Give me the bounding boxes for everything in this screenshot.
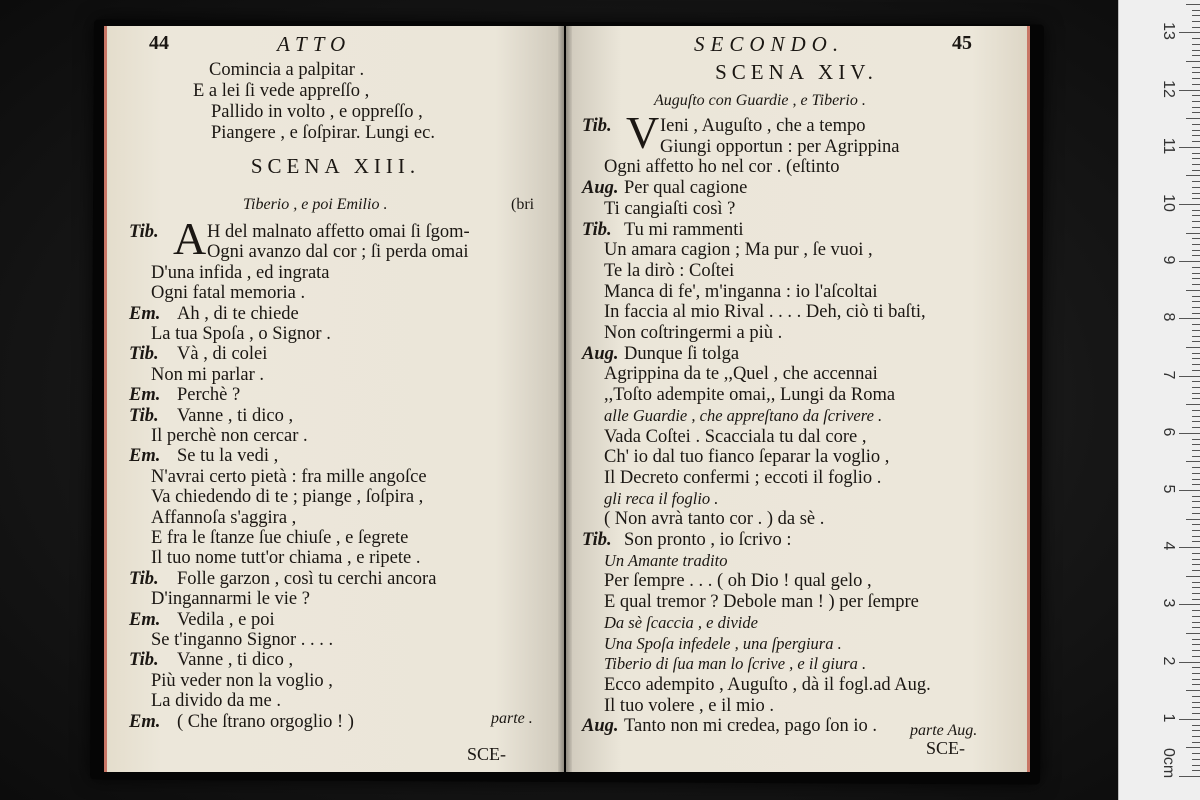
ruler-tick: [1192, 313, 1200, 314]
stage-direction-right: Auguſto con Guardie , e Tiberio .: [654, 92, 866, 109]
verse-line: Piangere , e ſoſpirar. Lungi ec.: [211, 123, 435, 143]
ruler-tick: [1179, 776, 1200, 777]
ruler-tick: [1192, 559, 1200, 560]
ruler-tick: [1192, 421, 1200, 422]
ruler-tick: [1192, 107, 1200, 108]
ruler-number: 13: [1160, 22, 1177, 41]
ruler-tick: [1192, 267, 1200, 268]
ruler-tick: [1192, 244, 1200, 245]
ruler-tick: [1192, 101, 1200, 102]
ruler-tick: [1186, 633, 1200, 634]
ruler-tick: [1192, 84, 1200, 85]
dialogue-line: Il Decreto confermi ; eccoti il foglio .: [604, 467, 882, 488]
catchword-right: SCE-: [926, 738, 966, 758]
ruler-tick: [1192, 650, 1200, 651]
dialogue-line: La tua Spoſa , o Signor .: [151, 324, 331, 344]
ruler-tick: [1192, 570, 1200, 571]
drop-cap: V: [626, 107, 660, 158]
dialogue-line: Ieni , Auguſto , che a tempo: [660, 116, 866, 136]
ruler-tick: [1179, 204, 1200, 205]
ruler-tick: [1186, 519, 1200, 520]
ruler-tick: [1192, 278, 1200, 279]
dialogue-line: N'avrai certo pietà : fra mille angoſce: [151, 466, 427, 487]
ruler-tick: [1179, 547, 1200, 548]
speaker-label: Aug.: [582, 178, 619, 199]
ruler-tick: [1192, 679, 1200, 680]
verse-line: Pallido in volto , e oppreſſo ,: [211, 102, 423, 122]
ruler-tick: [1192, 210, 1200, 211]
speaker-label: Tib.: [129, 344, 159, 365]
ruler-tick: [1179, 32, 1200, 33]
ruler-tick: [1192, 770, 1200, 771]
scene-title-left: SCENA XIII.: [250, 154, 421, 178]
ruler-tick: [1192, 187, 1200, 188]
ruler-tick: [1192, 450, 1200, 451]
ruler-tick: [1179, 376, 1200, 377]
ruler-tick: [1192, 181, 1200, 182]
dialogue-line: E qual tremor ? Debole man ! ) per ſempre: [604, 592, 919, 613]
dialogue-line: Il tuo nome tutt'or chiama , e ripete .: [151, 548, 421, 569]
ruler-tick: [1192, 50, 1200, 51]
ruler-number: 8: [1160, 312, 1177, 322]
dialogue-line: Vanne , ti dico ,: [177, 405, 294, 426]
dialogue-line: Un Amante tradito: [604, 550, 728, 570]
ruler-tick: [1192, 501, 1200, 502]
page-number-right: 45: [952, 32, 972, 54]
ruler-tick: [1192, 513, 1200, 514]
speaker-label: Aug.: [582, 343, 619, 364]
ruler-tick: [1186, 290, 1200, 291]
dialogue-line: Un amara cagion ; Ma pur , ſe vuoi ,: [604, 240, 873, 261]
ruler-tick: [1192, 135, 1200, 136]
speaker-label: Em.: [129, 303, 161, 324]
ruler-tick: [1192, 301, 1200, 302]
ruler-tick: [1192, 215, 1200, 216]
stage-direction-left: Tiberio , e poi Emilio .: [243, 196, 388, 213]
ruler-tick: [1192, 702, 1200, 703]
dialogue-line: Agrippina da te ,,Quel , che accennai: [604, 364, 878, 385]
ruler-number: 4: [1160, 541, 1177, 551]
ruler-tick: [1179, 604, 1200, 605]
ruler-tick: [1179, 261, 1200, 262]
ruler-tick: [1192, 765, 1200, 766]
dialogue-line: ,,Toſto adempite omai,, Lungi da Roma: [604, 385, 896, 406]
ruler-tick: [1192, 95, 1200, 96]
exit-note-left: parte .: [491, 710, 533, 727]
dialogue-line: Ah , di te chiede: [177, 303, 299, 324]
ruler-tick: [1192, 227, 1200, 228]
verse-line: E a lei ſi vede appreſſo ,: [193, 81, 370, 101]
ruler-number: 1: [1160, 713, 1177, 723]
ruler-tick: [1192, 381, 1200, 382]
ruler-tick: [1192, 296, 1200, 297]
speaker-label: Tib.: [129, 568, 159, 589]
ruler-tick: [1192, 393, 1200, 394]
ruler-tick: [1192, 273, 1200, 274]
ruler-tick: [1179, 662, 1200, 663]
ruler-tick: [1192, 564, 1200, 565]
ruler-tick: [1192, 112, 1200, 113]
ruler-tick: [1192, 524, 1200, 525]
speaker-label: Tib.: [582, 530, 612, 550]
ruler-tick: [1179, 433, 1200, 434]
ruler-tick: [1192, 416, 1200, 417]
ruler-tick: [1179, 90, 1200, 91]
ruler-tick: [1192, 439, 1200, 440]
page-number-left: 44: [149, 32, 169, 54]
dialogue-line: Il tuo volere , e il mio .: [604, 695, 775, 716]
ruler-tick: [1186, 461, 1200, 462]
dialogue-line: Per qual cagione: [624, 178, 748, 199]
dialogue-line: Manca di fe', m'inganna : io l'aſcoltai: [604, 281, 878, 302]
ruler-tick: [1192, 427, 1200, 428]
ruler-tick: [1192, 153, 1200, 154]
ruler-tick: [1192, 667, 1200, 668]
dialogue-line: Vedila , e poi: [177, 609, 275, 630]
ruler-tick: [1192, 170, 1200, 171]
dialogue-line: Ogni fatal memoria .: [151, 283, 306, 304]
ruler-number: 5: [1160, 484, 1177, 494]
speaker-label: Em.: [129, 385, 161, 406]
ruler-number: 3: [1160, 598, 1177, 608]
ruler-tick: [1192, 398, 1200, 399]
ruler-tick: [1192, 255, 1200, 256]
ruler-tick: [1192, 67, 1200, 68]
speaker-label: Em.: [129, 711, 161, 732]
drop-cap: A: [173, 213, 207, 264]
ruler-tick: [1179, 719, 1200, 720]
ruler-tick: [1192, 221, 1200, 222]
dialogue-line: Per ſempre . . . ( oh Dio ! qual gelo ,: [604, 571, 872, 592]
ruler-tick: [1192, 44, 1200, 45]
book-gutter: [558, 26, 572, 772]
ruler-tick: [1192, 541, 1200, 542]
dialogue-line: In faccia al mio Rival . . . . Deh, ciò ti baſti,: [604, 302, 926, 323]
ruler-tick: [1192, 736, 1200, 737]
ruler-tick: [1192, 72, 1200, 73]
ruler-tick: [1192, 673, 1200, 674]
ruler-tick: [1192, 725, 1200, 726]
left-page: [104, 26, 564, 772]
ruler-tick: [1186, 404, 1200, 405]
dialogue-line: Ecco adempito , Auguſto , dà il fogl.ad Aug.: [604, 674, 931, 695]
ruler-tick: [1192, 753, 1200, 754]
ruler-tick: [1192, 536, 1200, 537]
ruler-tick: [1186, 233, 1200, 234]
ruler-tick: [1192, 582, 1200, 583]
speaker-label: Tib.: [129, 405, 159, 426]
catchword-left: SCE-: [467, 744, 507, 764]
ruler-tick: [1192, 553, 1200, 554]
dialogue-line: Affannoſa s'aggira ,: [151, 507, 297, 528]
dialogue-line: ( Non avrà tanto cor . ) da sè .: [604, 509, 825, 530]
dialogue-line: H del malnato affetto omai ſi ſgom-: [207, 222, 470, 242]
stage-direction-left-wrap: (bri: [511, 196, 535, 213]
dialogue-line: Folle garzon , così tu cerchi ancora: [177, 568, 437, 589]
speaker-label: Em.: [129, 446, 161, 467]
ruler-number: 11: [1160, 137, 1177, 155]
ruler-tick: [1192, 307, 1200, 308]
ruler-tick: [1192, 742, 1200, 743]
speaker-label: Tib.: [582, 116, 612, 136]
ruler-tick: [1192, 587, 1200, 588]
dialogue-line: La divido da me .: [151, 691, 281, 712]
dialogue-line: Dunque ſi tolga: [624, 343, 740, 364]
dialogue-line: Ogni affetto ho nel cor . (eſtinto: [604, 157, 840, 178]
measuring-ruler: [1118, 0, 1200, 800]
ruler-tick: [1192, 684, 1200, 685]
speaker-label: Tib.: [129, 650, 159, 671]
ruler-unit-label: 0cm: [1160, 748, 1177, 779]
ruler-tick: [1179, 490, 1200, 491]
ruler-number: 10: [1160, 194, 1177, 212]
ruler-tick: [1192, 238, 1200, 239]
ruler-tick: [1192, 627, 1200, 628]
dialogue-line: Ti cangiaſti così ?: [604, 198, 736, 219]
dialogue-line: Son pronto , io ſcrivo :: [624, 530, 792, 550]
speaker-label: Tib.: [582, 219, 612, 240]
dialogue-line: ( Che ſtrano orgoglio ! ): [177, 711, 354, 732]
ruler-tick: [1186, 690, 1200, 691]
dialogue-line: Non coſtringermi a più .: [604, 323, 783, 343]
ruler-tick: [1192, 456, 1200, 457]
ruler-tick: [1192, 250, 1200, 251]
ruler-tick: [1192, 730, 1200, 731]
speaker-label: Aug.: [582, 716, 619, 737]
ruler-tick: [1192, 141, 1200, 142]
ruler-tick: [1192, 330, 1200, 331]
ruler-tick: [1186, 747, 1200, 748]
ruler-tick: [1192, 707, 1200, 708]
ruler-tick: [1192, 622, 1200, 623]
ruler-tick: [1192, 656, 1200, 657]
dialogue-line: Una Spoſa infedele , una ſpergiura .: [604, 633, 842, 653]
ruler-number: 6: [1160, 427, 1177, 437]
ruler-tick: [1192, 696, 1200, 697]
ruler-tick: [1192, 124, 1200, 125]
ruler-tick: [1192, 507, 1200, 508]
dialogue-line: Perchè ?: [177, 385, 241, 406]
ruler-tick: [1186, 118, 1200, 119]
running-head-right: SECONDO.: [694, 32, 845, 56]
verse-line: Comincia a palpitar .: [209, 60, 365, 80]
dialogue-line: Tiberio di ſua man lo ſcrive , e il giura .: [604, 654, 867, 674]
dialogue-line: Giungi opportun : per Agrippina: [660, 136, 900, 157]
ruler-tick: [1192, 164, 1200, 165]
ruler-tick: [1192, 324, 1200, 325]
ruler-tick: [1192, 599, 1200, 600]
ruler-tick: [1192, 467, 1200, 468]
ruler-tick: [1192, 496, 1200, 497]
dialogue-line: alle Guardie , che appreſtano da ſcrivere .: [604, 405, 883, 425]
ruler-tick: [1192, 639, 1200, 640]
running-head-left: ATTO: [277, 32, 352, 56]
speaker-label: Em.: [129, 609, 161, 630]
ruler-tick: [1192, 353, 1200, 354]
ruler-tick: [1179, 147, 1200, 148]
ruler-tick: [1192, 38, 1200, 39]
dialogue-line: Ch' io dal tuo fianco ſeparar la voglio ,: [604, 447, 890, 468]
dialogue-line: Và , di colei: [177, 344, 268, 365]
dialogue-line: Va chiedendo di te ; piange , ſoſpira ,: [151, 487, 424, 508]
ruler-number: 9: [1160, 255, 1177, 265]
dialogue-line: D'una infida , ed ingrata: [151, 262, 330, 283]
dialogue-line: Vada Coſtei . Scacciala tu dal core ,: [604, 426, 867, 447]
scene-title-right: SCENA XIV.: [715, 60, 878, 84]
ruler-tick: [1192, 55, 1200, 56]
dialogue-line: Il perchè non cercar .: [151, 426, 308, 446]
ruler-number: 12: [1160, 79, 1177, 98]
ruler-tick: [1186, 175, 1200, 176]
ruler-tick: [1192, 15, 1200, 16]
ruler-tick: [1192, 78, 1200, 79]
ruler-number: 7: [1160, 370, 1177, 380]
ruler-tick: [1186, 61, 1200, 62]
ruler-tick: [1192, 370, 1200, 371]
ruler-tick: [1192, 198, 1200, 199]
right-page: [566, 26, 1030, 772]
speaker-label: Tib.: [129, 222, 159, 242]
ruler-tick: [1192, 21, 1200, 22]
dialogue-line: D'ingannarmi le vie ?: [151, 589, 310, 610]
ruler-tick: [1192, 593, 1200, 594]
ruler-tick: [1192, 530, 1200, 531]
ruler-tick: [1192, 158, 1200, 159]
ruler-tick: [1192, 759, 1200, 760]
ruler-tick: [1192, 410, 1200, 411]
ruler-tick: [1192, 358, 1200, 359]
ruler-tick: [1192, 444, 1200, 445]
ruler-tick: [1192, 616, 1200, 617]
ruler-tick: [1186, 347, 1200, 348]
ruler-tick: [1192, 10, 1200, 11]
dialogue-line: Ogni avanzo dal cor ; ſi perda omai: [207, 242, 469, 263]
ruler-tick: [1186, 4, 1200, 5]
ruler-tick: [1192, 610, 1200, 611]
dialogue-line: Vanne , ti dico ,: [177, 650, 294, 671]
ruler-tick: [1192, 473, 1200, 474]
ruler-tick: [1192, 193, 1200, 194]
dialogue-line: Tanto non mi credea, pago ſon io .: [624, 716, 878, 737]
ruler-tick: [1192, 713, 1200, 714]
ruler-tick: [1192, 27, 1200, 28]
dialogue-line: Se t'inganno Signor . . . .: [151, 630, 334, 650]
ruler-tick: [1192, 387, 1200, 388]
ruler-tick: [1192, 336, 1200, 337]
ruler-tick: [1192, 130, 1200, 131]
exit-note-right: parte Aug.: [910, 722, 978, 739]
ruler-tick: [1192, 284, 1200, 285]
dialogue-line: Più veder non la voglio ,: [151, 670, 333, 691]
ruler-tick: [1179, 318, 1200, 319]
dialogue-line: Te la dirò : Coſtei: [604, 260, 735, 281]
dialogue-line: Tu mi rammenti: [624, 219, 744, 240]
dialogue-line: Da sè ſcaccia , e divide: [604, 612, 758, 632]
ruler-tick: [1186, 576, 1200, 577]
dialogue-line: Se tu la vedi ,: [177, 446, 279, 467]
ruler-tick: [1192, 479, 1200, 480]
dialogue-line: E fra le ſtanze ſue chiuſe , e ſegrete: [151, 528, 409, 548]
ruler-number: 2: [1160, 656, 1177, 666]
ruler-tick: [1192, 644, 1200, 645]
dialogue-line: Non mi parlar .: [151, 364, 265, 385]
ruler-tick: [1192, 341, 1200, 342]
ruler-tick: [1192, 484, 1200, 485]
dialogue-line: gli reca il foglio .: [604, 488, 719, 508]
ruler-tick: [1192, 364, 1200, 365]
